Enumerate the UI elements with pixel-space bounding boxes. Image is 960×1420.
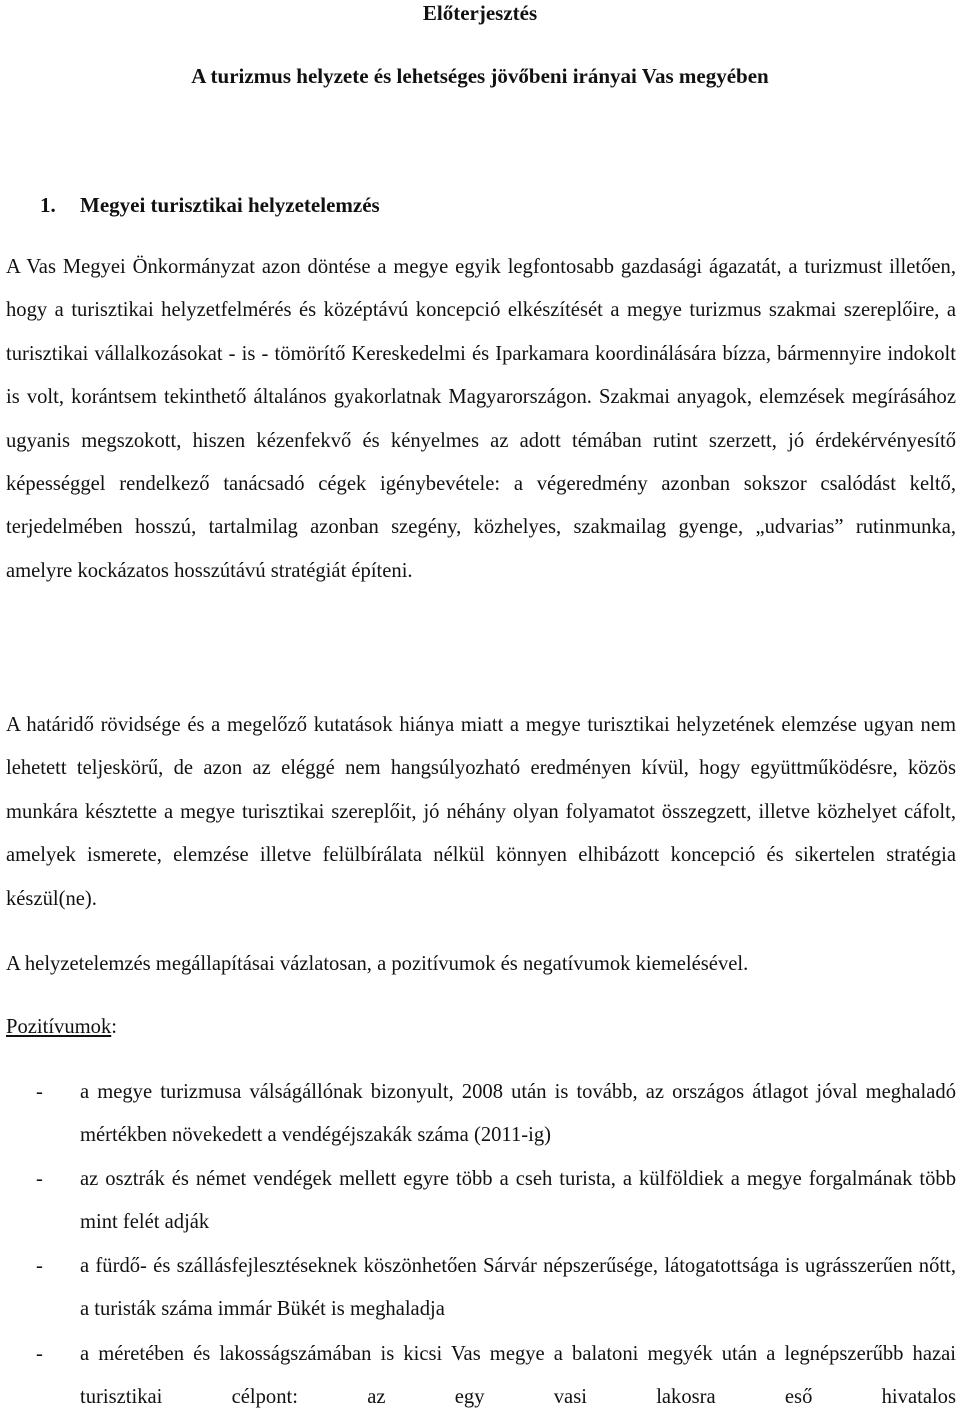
positives-label: Pozitívumok bbox=[6, 1016, 112, 1038]
section-title: Megyei turisztikai helyzetelemzés bbox=[80, 193, 380, 217]
list-item-text: az osztrák és német vendégek mellett egyre több a cseh turista, a külföldiek a megye forgalmának több mint felét adják bbox=[80, 1168, 956, 1234]
section-heading bbox=[40, 192, 380, 218]
list-bullet: - bbox=[36, 1081, 43, 1103]
document-title: A turizmus helyzete és lehetséges jövőbeni irányai Vas megyében bbox=[191, 64, 769, 88]
positives-colon: : bbox=[111, 1016, 117, 1038]
section-number: 1. bbox=[40, 193, 56, 217]
list-bullet: - bbox=[36, 1255, 43, 1277]
summary-line: A helyzetelemzés megállapításai vázlatosan, a pozitívumok és negatívumok kiemelésével. bbox=[6, 953, 749, 975]
document-label: Előterjesztés bbox=[422, 1, 538, 25]
list-item-text: a fürdő- és szállásfejlesztéseknek köszönhetően Sárvár népszerűsége, látogatottsága is ugrásszerűen nőtt, a turisták száma immár Bükét is meghaladja bbox=[80, 1255, 956, 1321]
list-item-text: a megye turizmusa válságállónak bizonyult, 2008 után is tovább, az országos átlagot jóval meghaladó mértékben növekedett a vendégéjszakák száma (2011-ig) bbox=[80, 1081, 956, 1147]
positives-heading bbox=[6, 1014, 956, 1040]
paragraph-1: A Vas Megyei Önkormányzat azon döntése a megye egyik legfontosabb gazdasági ágazatát, a turizmust illetően, hogy a turisztikai helyzetfelmérés és középtávú koncepció elkészítését a megye turizmus szakmai szereplőire, a turisztikai vállalkozásokat - is - tömörítő Kereskedelmi és Iparkamara koordinálására bízza, bármennyire indokolt is volt, korántsem tekinthető általános gyakorlatnak Magyarországon. Szakmai anyagok, elemzések megírásához ugyanis megszokott, hiszen kézenfekvő és kényelmes az adott témában rutint szerzett, jó érdekérvényesítő képességgel rendelkező tanácsadó cégek igénybevétele: a végeredmény azonban sokszor csalódást keltő, terjedelmében hosszú, tartalmilag azonban szegény, közhelyes, szakmailag gyenge, „udvarias” rutinmunka, amelyre kockázatos hosszútávú stratégiát építeni. bbox=[6, 256, 956, 582]
list-bullet: - bbox=[36, 1168, 43, 1190]
list-item-text: a méretében és lakosságszámában is kicsi Vas megye a balatoni megyék után a legnépszerűbb hazai turisztikai célpont: az egy vasi lakosra eső hivatalos bbox=[80, 1343, 956, 1409]
paragraph-2: A határidő rövidsége és a megelőző kutatások hiánya miatt a megye turisztikai helyzetének elemzése ugyan nem lehetett teljeskörű, de azon az eléggé nem hangsúlyozható eredményen kívül, hogy együttműködésre, közös munkára késztette a megye turisztikai szereplőit, jó néhány olyan folyamatot összegzett, illetve közhelyet cáfolt, amelyek ismerete, elemzése illetve felülbírálata nélkül könnyen elhibázott koncepció és sikertelen stratégia készül(ne). bbox=[6, 714, 956, 910]
list-bullet: - bbox=[36, 1343, 43, 1365]
